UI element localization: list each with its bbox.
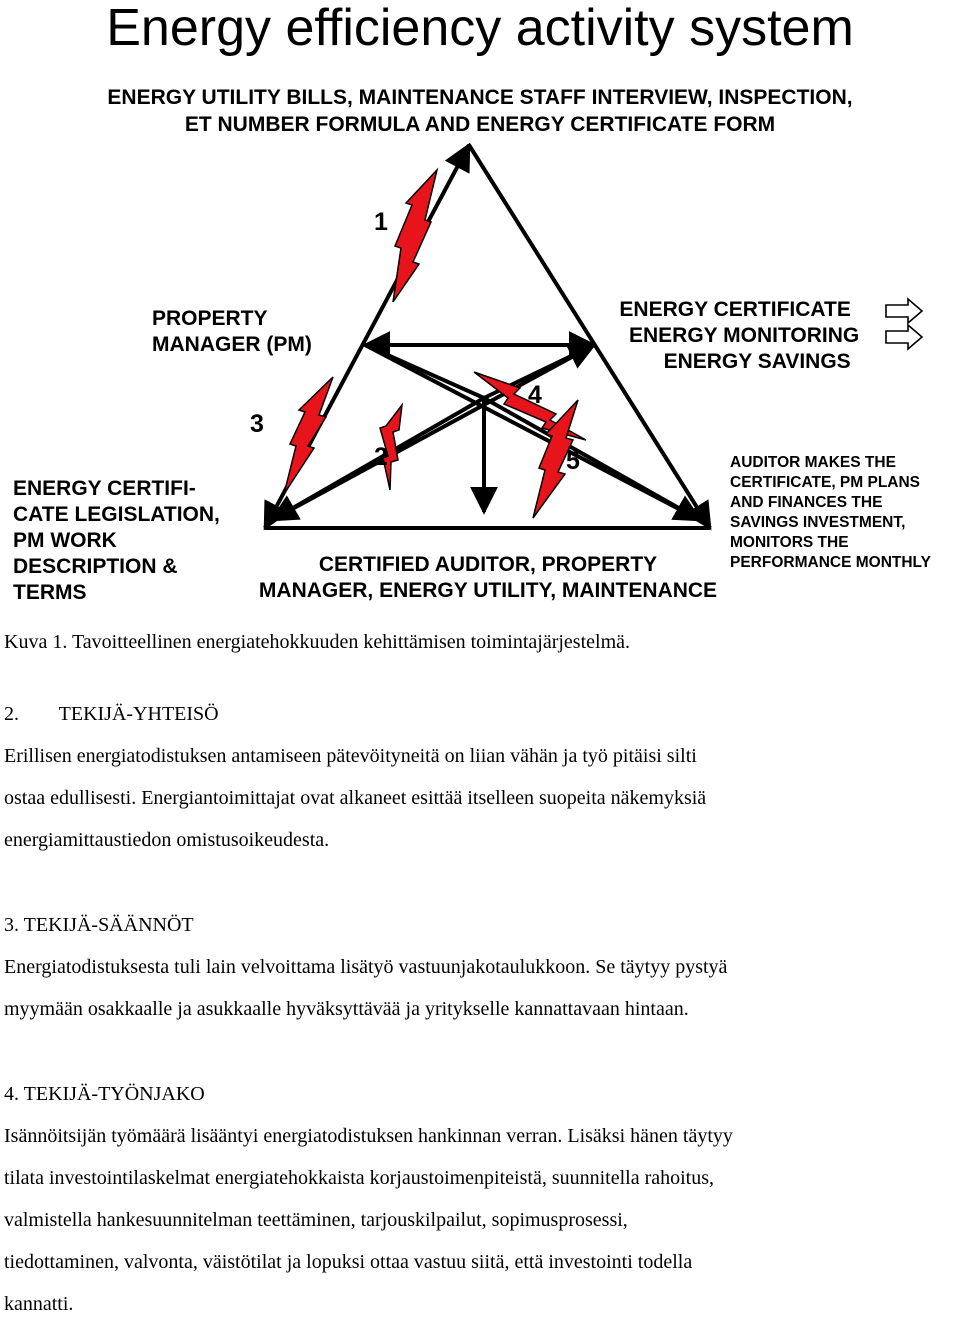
- label-line: PROPERTY: [152, 307, 268, 330]
- label-line: MANAGER (PM): [152, 333, 312, 356]
- auditor-label: [238, 552, 738, 604]
- paragraph-line: tiedottaminen, valvonta, väistötilat ja lopuksi ottaa vastuu siitä, että investointi todella: [4, 1251, 693, 1273]
- note-line: SAVINGS INVESTMENT,: [730, 514, 906, 531]
- paragraph-line: Energiatodistuksesta tuli lain velvoittama lisätyö vastuunjakotaulukkoon. Se täytyy pystyä: [4, 956, 728, 978]
- note-line: AND FINANCES THE: [730, 494, 883, 511]
- label-line: DESCRIPTION &: [13, 555, 178, 578]
- subtitle-line: ET NUMBER FORMULA AND ENERGY CERTIFICATE FORM: [184, 113, 776, 136]
- note-line: MONITORS THE: [730, 534, 849, 551]
- section-heading: 2. TEKIJÄ-YHTEISÖ: [4, 703, 219, 725]
- label-line: MANAGER, ENERGY UTILITY, MAINTENANCE: [258, 579, 718, 602]
- label-line: ENERGY CERTIFICATE: [619, 298, 851, 321]
- hollow-right-arrow-icon: [886, 299, 922, 323]
- diagram-number-1: 1: [374, 208, 388, 236]
- section-heading: 3. TEKIJÄ-SÄÄNNÖT: [4, 914, 194, 936]
- label-line: ENERGY SAVINGS: [663, 350, 851, 373]
- paragraph-line: energiamittaustiedon omistusoikeudesta.: [4, 829, 330, 851]
- paragraph-line: Isännöitsijän työmäärä lisääntyi energiatodistuksen hankinnan verran. Lisäksi hänen täytyy: [4, 1125, 733, 1147]
- lightning-bolt-icon: [393, 170, 437, 302]
- note-line: CERTIFICATE, PM PLANS: [730, 474, 921, 491]
- outputs-label: [611, 297, 859, 375]
- section-paragraph: [4, 946, 954, 1030]
- hollow-right-arrow-icon: [886, 325, 922, 349]
- note-line: AUDITOR MAKES THE: [730, 454, 896, 471]
- lightning-bolt-icon: [284, 377, 333, 494]
- label-line: PM WORK: [13, 529, 117, 552]
- paragraph-line: Erillisen energiatodistuksen antamiseen pätevöityneitä on liian vähän ja työ pitäisi silti: [4, 745, 697, 767]
- label-line: CATE LEGISLATION,: [13, 503, 220, 526]
- auditor-note: [730, 453, 931, 573]
- diagram-number-4: 4: [528, 381, 542, 409]
- page-title: Energy efficiency activity system: [106, 0, 854, 57]
- paragraph-line: tilata investointilaskelmat energiatehokkaista korjaustoimenpiteistä, suunnitella rahoitus,: [4, 1167, 715, 1189]
- section-heading: 4. TEKIJÄ-TYÖNJAKO: [4, 1083, 205, 1105]
- label-line: ENERGY MONITORING: [629, 324, 860, 347]
- label-line: TERMS: [13, 581, 87, 604]
- figure-caption: Kuva 1. Tavoitteellinen energiatehokkuuden kehittämisen toimintajärjestelmä.: [4, 631, 631, 653]
- paragraph-line: myymään osakkaalle ja asukkaalle hyväksyttävää ja yritykselle kannattavaan hintaan.: [4, 998, 689, 1020]
- property-manager-label: [152, 306, 312, 358]
- legislation-label: [13, 476, 220, 606]
- diagram-number-2: 2: [374, 443, 388, 471]
- diagram-number-5: 5: [566, 447, 580, 475]
- paragraph-line: valmistella hankesuunnitelman teettäminen, tarjouskilpailut, sopimusprosessi,: [4, 1209, 628, 1231]
- section-paragraph: [4, 735, 954, 861]
- paragraph-line: ostaa edullisesti. Energiantoimittajat ovat alkaneet esittää itselleen suopeita näkemyksiä: [4, 787, 707, 809]
- subtitle-line: ENERGY UTILITY BILLS, MAINTENANCE STAFF INTERVIEW, INSPECTION,: [107, 86, 853, 109]
- note-line: PERFORMANCE MONTHLY: [730, 554, 931, 571]
- paragraph-line: kannatti.: [4, 1293, 74, 1315]
- section-paragraph: [4, 1115, 954, 1325]
- diagram-number-3: 3: [250, 410, 264, 438]
- label-line: CERTIFIED AUDITOR, PROPERTY: [318, 553, 658, 576]
- diagram-subtitle: [0, 84, 960, 138]
- label-line: ENERGY CERTIFI-: [13, 477, 196, 500]
